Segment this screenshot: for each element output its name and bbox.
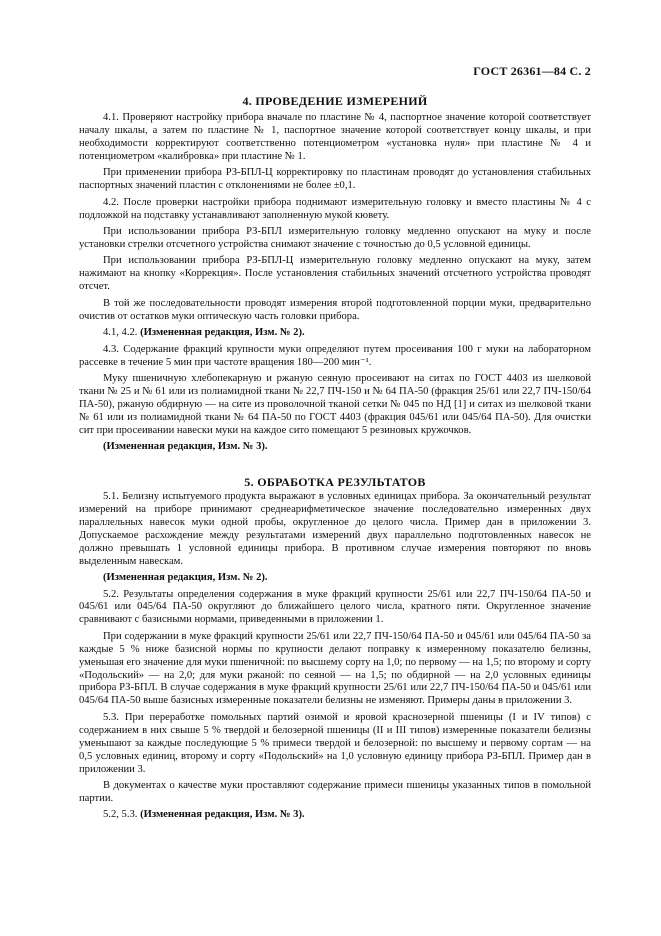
paragraph-5-2-corr: При содержании в муке фракций крупности 25/61 или 22,7 ПЧ-150/64 ПА-50 и 045/61 или 045/64 ПА-50 за каждые 5 % ниже базисной нормы по крупности делают поправку к измеренному показателю белизны, уменьшая его значение для муки пшеничной: по высшему сорту на 1,0; по первому — на 1,5; по второму и сорту «Подольский» — на 2,0; для муки ржаной: по сеяной — на 1,5; по обдирной — на 2,0 условных единицы прибора РЗ-БПЛ. В случае содержания в муке фракций крупности 25/61 или 22,7 ПЧ-150/64 ПА-50 и 045/61 или 045/64 ПА-50 выше базисных измеренные показатели белизны не изменяют. Примеры даны в приложении 3. <box>79 630 591 707</box>
section-5-body <box>79 491 591 826</box>
section-5-title: 5. ОБРАБОТКА РЕЗУЛЬТАТОВ <box>244 475 426 489</box>
paragraph-4-1-pr: При применении прибора РЗ-БПЛ-Ц корректировку по пластинам проводят до установления стабильных паспортных значений пластин с отклонениями не более ±0,1. <box>79 167 591 192</box>
paragraph-4-2: 4.2. После проверки настройки прибора поднимают измерительную головку и вместо пластины № 4 с подложкой на подставку устанавливают заполненную мукой кювету. <box>79 196 591 221</box>
section-4-title: 4. ПРОВЕДЕНИЕ ИЗМЕРЕНИЙ <box>242 94 428 108</box>
amendment-text: (Измененная редакция, Изм. № 2). <box>103 572 268 584</box>
paragraph-4-2-pr1: При использовании прибора РЗ-БПЛ измерительную головку медленно опускают на муку и после установки стрелки отсчетного устройства снимают значение с точностью до 0,5 условной единицы. <box>79 226 591 250</box>
amendment-text: (Измененная редакция, Изм. № 2). <box>140 327 305 339</box>
paragraph-4-2-pr2: При использовании прибора РЗ-БПЛ-Ц измерительную головку медленно опускают на муку, затем нажимают на кнопку «Коррекция». После установления стабильных значений отсчетного устройства проводят отсчет. <box>79 255 591 293</box>
amendment-ref: 5.2, 5.3. <box>103 809 138 821</box>
paragraph-5-3-docs: В документах о качестве муки проставляют содержание примеси пшеницы указанных типов в помольной партии. <box>79 780 591 804</box>
paragraph-4-3-sieves: Муку пшеничную хлебопекарную и ржаную сеяную просеивают на ситах по ГОСТ 4403 из шелковой ткани № 25 и № 61 или из полиамидной ткани № 22,7 ПЧ-150 и № 64 ПА-50 (фракция 25/61 или 22,7 ПЧ-150/64 ПА-50), ржаную обдирную — на сите из проволочной тканой сетки № 045 по НД [1] и ситах из шелковой ткани № 61 или из полиамидной ткани № 64 ПА-50 по ГОСТ 4403 (фракция 045/61 или 045/64 ПА-50). Для очистки сит при просеивании навески муки на каждое сито помещают 5 резиновых кружочков. <box>79 373 591 436</box>
paragraph-5-2: 5.2. Результаты определения содержания в муке фракций крупности 25/61 или 22,7 ПЧ-150/64 ПА-50 и 045/61 или 045/64 ПА-50 округляют до ближайшего целого числа, кратного пяти. Округленное значение сравнивают с базисными нормами, приведенными в приложении 1. <box>79 588 591 626</box>
amendment-note <box>79 327 591 340</box>
amendment-text: (Измененная редакция, Изм. № 3). <box>140 809 305 821</box>
paragraph-4-3: 4.3. Содержание фракций крупности муки определяют путем просеивания 100 г муки на лабораторном рассевке в течение 5 мин при частоте вращения 180—200 мин⁻¹. <box>79 343 591 368</box>
paragraph-4-1: 4.1. Проверяют настройку прибора вначале по пластине № 4, паспортное значение которой соответствует началу шкалы, а затем по пластине № 1, паспортное значение которой соответствует концу шкалы, и при необходимости корректируют соответственно потенциометром «установка нуля» при пластине № 4 и потенциометром «калибровка» при пластине № 1. <box>79 112 591 162</box>
page-header: ГОСТ 26361—84 С. 2 <box>473 64 591 78</box>
amendment-text: (Измененная редакция, Изм. № 3). <box>103 441 268 453</box>
paragraph-5-3: 5.3. При переработке помольных партий озимой и яровой краснозерной пшеницы (I и IV типов) с содержанием в них свыше 5 % твердой и белозерной пшеницы (II и III типов) измеренные показатели белизны уменьшают за каждые последующие 5 % примеси твердой и белозерной: по высшему и первому сортам — на 0,5 условных единиц, второму и сорту «Подольский» на 1,0 условную единицу прибора РЗ-БПЛ. Пример дан в приложении 3. <box>79 711 591 775</box>
paragraph-5-1: 5.1. Белизну испытуемого продукта выражают в условных единицах прибора. За окончательный результат измерений на приборе принимают среднеарифметическое значение последовательно измеренных двух параллельных навесок муки одной пробы, округленное до целого числа. Пример дан в приложении 3. Допускаемое расхождение между результатами измерений двух параллельно подготовленных навесок не должно превышать 1 условной единицы прибора. В противном случае измерения повторяют по вновь выделенным навескам. <box>79 491 591 567</box>
amendment-note <box>79 572 591 585</box>
amendment-note <box>79 441 591 454</box>
paragraph-4-2-pr3: В той же последовательности проводят измерения второй подготовленной порции муки, предварительно очистив от остатков муки оптическую часть головки прибора. <box>79 297 591 322</box>
section-4-body <box>79 112 591 458</box>
amendment-note <box>79 809 591 822</box>
amendment-ref: 4.1, 4.2. <box>103 327 138 339</box>
